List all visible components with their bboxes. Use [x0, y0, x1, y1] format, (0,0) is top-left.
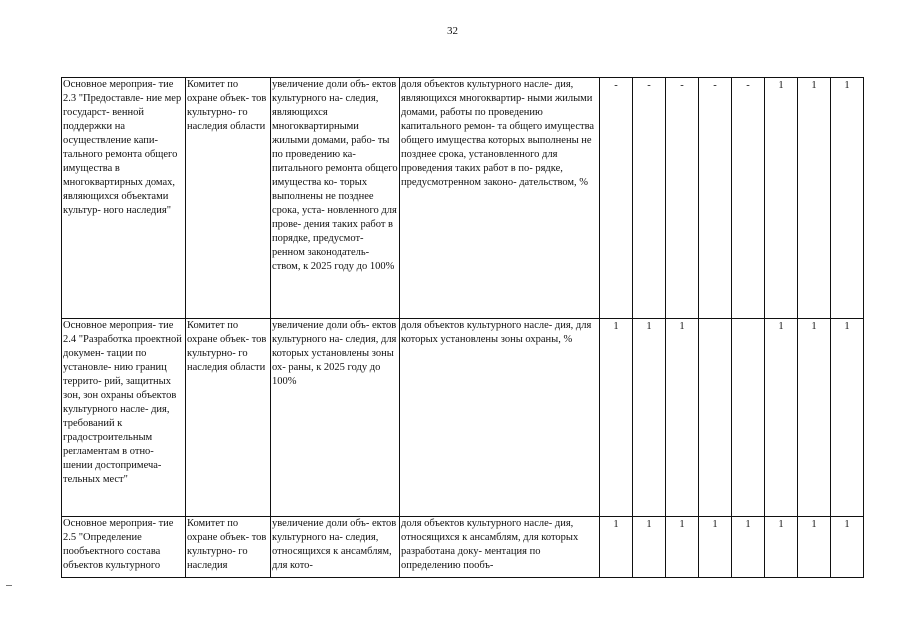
value-cell: 1 [666, 319, 699, 517]
value-cell: - [666, 78, 699, 319]
scan-edge-mark [6, 585, 12, 586]
value-cell: - [699, 78, 732, 319]
value-cell: 1 [831, 78, 864, 319]
value-cell [732, 319, 765, 517]
value-cell: 1 [765, 78, 798, 319]
value-cell: 1 [798, 78, 831, 319]
event-cell: Основное мероприя- тие 2.4 "Разработка проектной докумен- тации по установле- нию границ террито- рий, защитных зон, зон охраны объектов культурного насле- дия, требований к градостроительным регламентам в отно- шении достопримеча- тельных мест" [62, 319, 186, 517]
value-cell: 1 [798, 319, 831, 517]
executor-cell: Комитет по охране объек- тов культурно- го наследия области [186, 78, 271, 319]
indicator-cell: доля объектов культурного насле- дия, относящихся к ансамблям, для которых разработана доку- ментация по определению пообъ- [400, 517, 600, 578]
indicator-cell: доля объектов культурного насле- дия, являющихся многоквартир- ными жилыми домами, работы по проведению капитального ремон- та общего имущества общего имущества которых выполнены не позднее срока, установленного для проведения таких работ в по- рядке, предусмотренном законо- дательством, % [400, 78, 600, 319]
result-cell: увеличение доли объ- ектов культурного на- следия, являющихся многоквартирными жилыми домами, рабо- ты по проведению ка- питального ремонта общего имущества ко- торых выполнены не позднее срока, уста- новленного для прове- дения таких работ в порядке, предусмот- ренном законодатель- ством, к 2025 году до 100% [271, 78, 400, 319]
table-row [62, 517, 864, 578]
value-cell: 1 [765, 319, 798, 517]
value-cell: 1 [831, 517, 864, 578]
result-cell: увеличение доли объ- ектов культурного на- следия, для которых установлены зоны ох- раны, к 2025 году до 100% [271, 319, 400, 517]
indicator-cell: доля объектов культурного насле- дия, для которых установлены зоны охраны, % [400, 319, 600, 517]
event-cell: Основное мероприя- тие 2.5 "Определение пообъектного состава объектов культурного [62, 517, 186, 578]
page-number: 32 [447, 25, 458, 37]
value-cell: 1 [798, 517, 831, 578]
program-table [61, 77, 864, 578]
value-cell: 1 [666, 517, 699, 578]
table-row [62, 78, 864, 319]
value-cell: - [600, 78, 633, 319]
table-row [62, 319, 864, 517]
value-cell: 1 [765, 517, 798, 578]
event-cell: Основное мероприя- тие 2.3 "Предоставле- ние мер государст- венной поддержки на осуществление капи- тального ремонта общего имущества в многоквартирных домах, являющихся объектами культур- ного наследия" [62, 78, 186, 319]
executor-cell: Комитет по охране объек- тов культурно- го наследия области [186, 319, 271, 517]
result-cell: увеличение доли объ- ектов культурного на- следия, относящихся к ансамблям, для кото- [271, 517, 400, 578]
value-cell: 1 [699, 517, 732, 578]
value-cell: 1 [732, 517, 765, 578]
value-cell: - [732, 78, 765, 319]
value-cell: 1 [600, 517, 633, 578]
value-cell: 1 [600, 319, 633, 517]
value-cell: 1 [633, 319, 666, 517]
executor-cell: Комитет по охране объек- тов культурно- го наследия [186, 517, 271, 578]
value-cell: 1 [633, 517, 666, 578]
value-cell [699, 319, 732, 517]
value-cell: 1 [831, 319, 864, 517]
value-cell: - [633, 78, 666, 319]
